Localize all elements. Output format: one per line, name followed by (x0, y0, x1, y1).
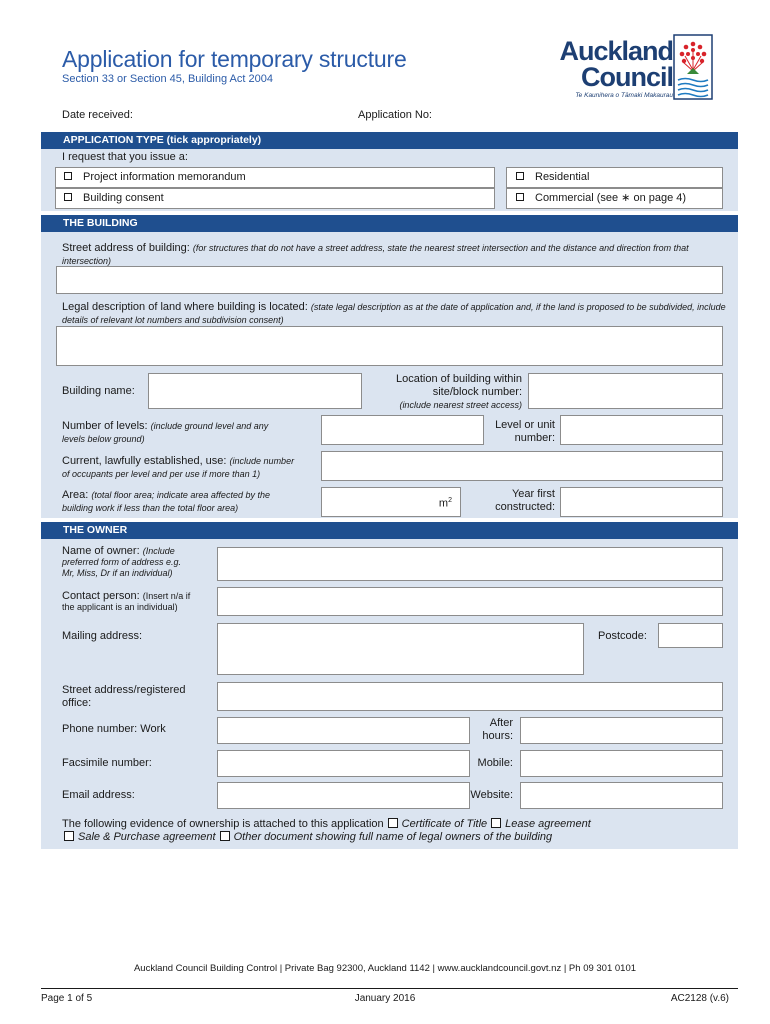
after-hours-input[interactable] (520, 717, 723, 744)
level-unit-input[interactable] (560, 415, 723, 445)
building-heading: THE BUILDING (41, 215, 738, 232)
category-label: Commercial (see ∗ on page 4) (535, 192, 687, 204)
page-subtitle: Section 33 or Section 45, Building Act 2004 (62, 73, 273, 85)
mobile-label: Mobile: (477, 757, 513, 769)
owner-name-label: Name of owner: (Include preferred form of address e.g. Mr, Miss, Dr if an individual) (62, 545, 182, 578)
option-building-consent[interactable] (55, 188, 495, 209)
mobile-input[interactable] (520, 750, 723, 777)
evidence-sale-purchase: Sale & Purchase agreement (78, 831, 216, 843)
category-label: Residential (535, 171, 590, 183)
logo-tagline: Te Kaunihera o Tāmaki Makaurau (575, 92, 673, 99)
pohutukawa-logo-icon (673, 34, 713, 100)
page-number: Page 1 of 5 (41, 993, 93, 1004)
evidence-intro: The following evidence of ownership is attached to this application (62, 818, 384, 830)
checkbox-icon[interactable] (64, 172, 72, 180)
street-address-input[interactable] (56, 266, 723, 294)
current-use-input[interactable] (321, 451, 723, 481)
location-input[interactable] (528, 373, 723, 409)
email-input[interactable] (217, 782, 470, 809)
owner-name-input[interactable] (217, 547, 723, 581)
checkbox-icon[interactable] (516, 193, 524, 201)
legal-description-input[interactable] (56, 326, 723, 366)
category-residential[interactable] (506, 167, 723, 188)
postcode-label: Postcode: (598, 630, 647, 642)
owner-heading: THE OWNER (41, 522, 738, 539)
building-name-input[interactable] (148, 373, 362, 409)
owner-section (41, 522, 738, 849)
fax-input[interactable] (217, 750, 470, 777)
phone-work-label: Phone number: Work (62, 723, 166, 735)
checkbox-icon[interactable] (64, 831, 74, 841)
after-hours-label: After hours: (482, 717, 513, 742)
levels-label: Number of levels: (include ground level and any levels below ground) (62, 420, 269, 444)
fax-label: Facsimile number: (62, 757, 152, 769)
website-input[interactable] (520, 782, 723, 809)
street-address-label: Street address of building: (for structures that do not have a street address, state the nearest street intersection and the distance and direction from that intersection) (62, 242, 689, 266)
email-label: Email address: (62, 789, 135, 801)
date-received-label: Date received: (62, 109, 133, 121)
evidence-other-document: Other document showing full name of legal owners of the building (233, 831, 553, 843)
contact-person-label: Contact person: (Insert n/a if the applicant is an individual) (62, 590, 191, 612)
area-input[interactable] (321, 487, 461, 517)
footer-address: Auckland Council Building Control | Private Bag 92300, Auckland 1142 | www.aucklandcouncil.govt.nz | Ph 09 301 0101 (133, 963, 637, 974)
website-label: Website: (470, 789, 513, 801)
postcode-input[interactable] (658, 623, 723, 648)
checkbox-icon[interactable] (388, 818, 398, 828)
phone-work-input[interactable] (217, 717, 470, 744)
level-unit-label: Level or unit number: (495, 419, 555, 444)
ownership-evidence-line-2 (64, 831, 734, 844)
location-note: include nearest street access (402, 400, 519, 410)
mailing-address-input[interactable] (217, 623, 584, 675)
logo-line-2: Council (581, 62, 673, 92)
legal-description-label: Legal description of land where building is located: (state legal description as at the date of application and, if the land is proposed to be subdivided, include details of relevant lot numbers and subdivision consent) (62, 301, 726, 325)
request-intro: I request that you issue a: (62, 151, 188, 163)
location-label: Location of building within site/block number: (include nearest street access) (396, 373, 522, 410)
legal-description-note: state legal description as at the date of application and, if the land is proposed to be subdivided, include details of relevant lot numbers and subdivision consent (62, 302, 726, 325)
category-commercial[interactable] (506, 188, 723, 209)
footer-divider (41, 988, 738, 989)
application-type-heading: APPLICATION TYPE (tick appropriately) (41, 132, 738, 149)
page-title: Application for temporary structure (62, 46, 407, 72)
contact-person-input[interactable] (217, 587, 723, 616)
mailing-address-label: Mailing address: (62, 630, 143, 642)
application-type-section (41, 132, 738, 211)
street-registered-office-input[interactable] (217, 682, 723, 711)
year-constructed-label: Year first constructed: (495, 488, 555, 513)
option-label: Building consent (83, 192, 164, 204)
form-code: AC2128 (v.6) (670, 993, 729, 1004)
current-use-label: Current, lawfully established, use: (include number of occupants per level and per use if more than 1) (62, 455, 295, 479)
checkbox-icon[interactable] (220, 831, 230, 841)
building-section (41, 215, 738, 518)
street-registered-office-label: Street address/registered office: (62, 684, 186, 709)
area-label: Area: (total floor area; indicate area affected by the building work if less than the total floor area) (62, 489, 270, 513)
evidence-lease-agreement: Lease agreement (505, 818, 591, 830)
footer-date: January 2016 (354, 993, 416, 1004)
checkbox-icon[interactable] (516, 172, 524, 180)
year-constructed-input[interactable] (560, 487, 723, 517)
option-project-information-memorandum[interactable] (55, 167, 495, 188)
ownership-evidence (62, 818, 732, 831)
street-address-note: for structures that do not have a street address, state the nearest street intersection and the distance and direction from that intersection (62, 243, 689, 266)
checkbox-icon[interactable] (64, 193, 72, 201)
option-label: Project information memorandum (83, 171, 246, 183)
logo-line-1: Auckland (559, 36, 673, 66)
building-name-label: Building name: (62, 385, 135, 397)
evidence-certificate-of-title: Certificate of Title (401, 818, 488, 830)
checkbox-icon[interactable] (491, 818, 501, 828)
auckland-council-logo (559, 38, 673, 99)
area-unit: $m^2$ (438, 497, 452, 510)
levels-input[interactable] (321, 415, 484, 445)
application-no-label: Application No: (358, 109, 432, 121)
